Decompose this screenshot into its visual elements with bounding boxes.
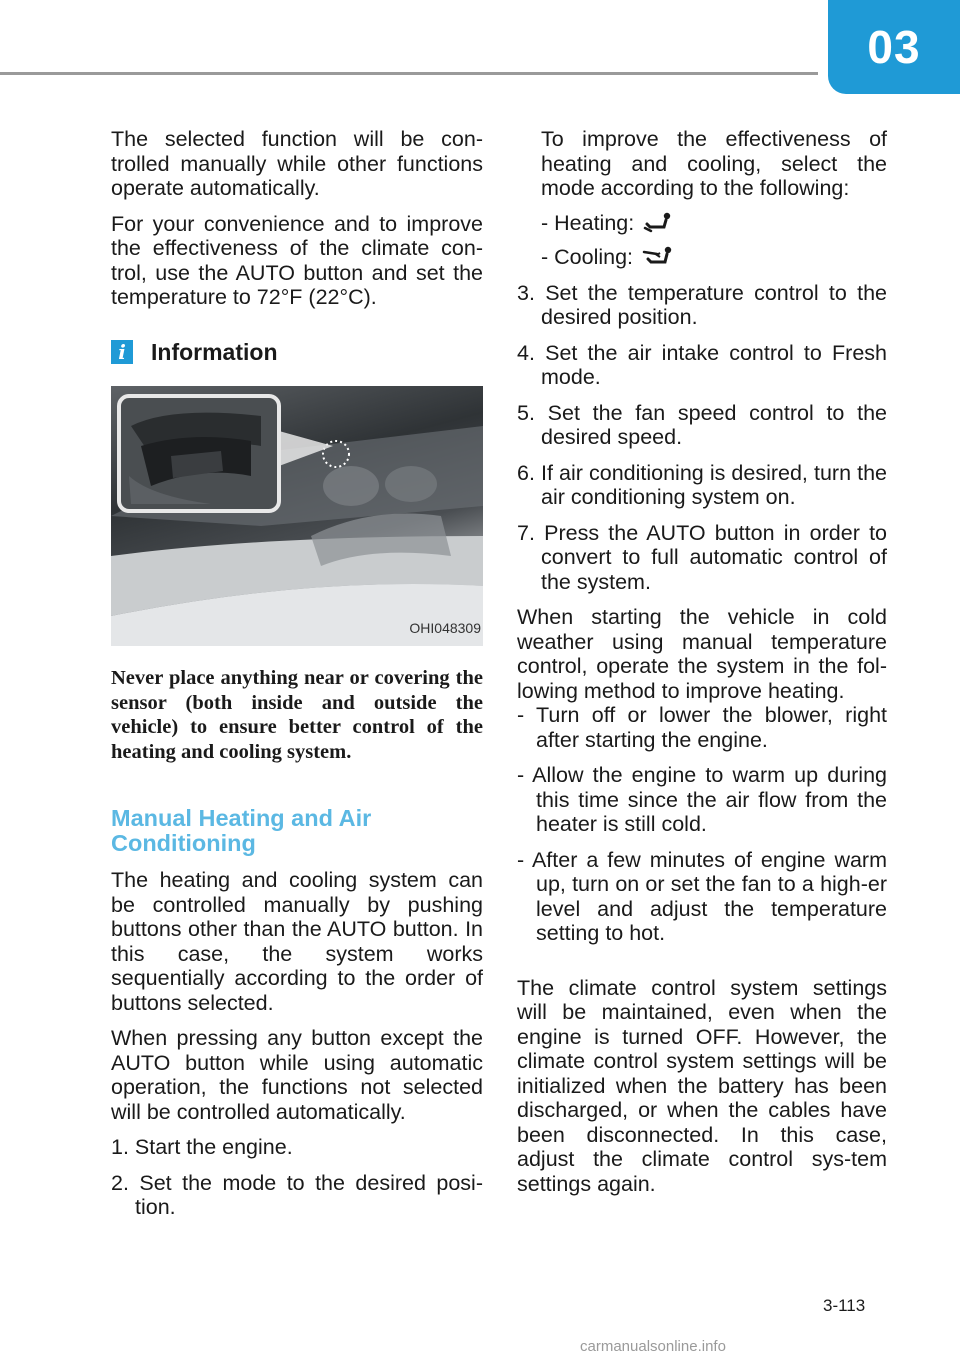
watermark: carmanualsonline.info bbox=[580, 1338, 726, 1355]
paragraph: To improve the effectiveness of heating and cooling, select the mode according to the following: bbox=[541, 127, 887, 200]
floor-mode-icon bbox=[642, 212, 674, 234]
paragraph: The climate control system settings will be maintained, even when the engine is turned OFF. However, the climate control system settings will be initialized when the battery has been discharged, or when the cables have been disconnected. In this case, adjust the climate control sys-tem settings again. bbox=[517, 975, 887, 1196]
list-item: 4. Set the air intake control to Fresh mode. bbox=[517, 340, 887, 389]
dash-item: - Allow the engine to warm up during this time since the air flow from the heater is still cold. bbox=[517, 763, 887, 836]
face-mode-icon bbox=[641, 245, 675, 269]
paragraph: The selected function will be con-trolled manually while other functions operate automatically. bbox=[111, 127, 483, 200]
paragraph: When pressing any button except the AUTO button while using automatic operation, the functions not selected will be controlled automatically. bbox=[111, 1026, 483, 1124]
list-item: 1. Start the engine. bbox=[111, 1135, 293, 1159]
chapter-tab: 03 bbox=[828, 0, 960, 94]
cooling-label: - Cooling: bbox=[541, 245, 634, 269]
left-column bbox=[111, 127, 483, 1220]
page-number: 3-113 bbox=[823, 1296, 866, 1315]
paragraph: For your convenience and to improve the effectiveness of the climate con-trol, use the AUTO button and set the temperature to 72°F (22°C). bbox=[111, 211, 483, 309]
information-heading bbox=[111, 340, 483, 365]
figure-code: OHI048309 bbox=[409, 619, 481, 636]
list-item: 5. Set the fan speed control to the desired speed. bbox=[517, 400, 887, 449]
heating-mode-line bbox=[517, 211, 887, 236]
list-item: 2. Set the mode to the desired posi-tion. bbox=[111, 1170, 483, 1219]
dash-item: - After a few minutes of engine warm up, turn on or set the fan to a high-er level and adjust the temperature setting to hot. bbox=[517, 847, 887, 945]
paragraph: When starting the vehicle in cold weather using manual temperature control, operate the system in the fol-lowing method to improve heating. bbox=[517, 605, 887, 703]
sensor-figure bbox=[111, 386, 483, 646]
list-item: 3. Set the temperature control to the desired position. bbox=[517, 280, 887, 329]
list-item: 7. Press the AUTO button in order to convert to full automatic control of the system. bbox=[517, 520, 887, 594]
information-title: Information bbox=[151, 338, 278, 365]
section-title: Manual Heating and Air Conditioning bbox=[111, 805, 372, 856]
dash-item: - Turn off or lower the blower, right after starting the engine. bbox=[517, 703, 887, 752]
windshield-illustration bbox=[111, 386, 483, 646]
cooling-mode-line bbox=[517, 245, 887, 270]
heating-label: - Heating: bbox=[541, 210, 635, 235]
right-column bbox=[517, 127, 887, 1196]
paragraph: The heating and cooling system can be controlled manually by pushing buttons other than the AUTO button. In this case, the system works sequentially according to the order of buttons selected. bbox=[111, 868, 483, 1015]
header-rule bbox=[0, 72, 818, 75]
information-icon: i bbox=[111, 340, 133, 364]
list-item: 6. If air conditioning is desired, turn the air conditioning system on. bbox=[517, 460, 887, 509]
warning-note: Never place anything near or covering the sensor (both inside and outside the vehicle) to ensure better control of the heating and cooling system. bbox=[111, 667, 483, 763]
